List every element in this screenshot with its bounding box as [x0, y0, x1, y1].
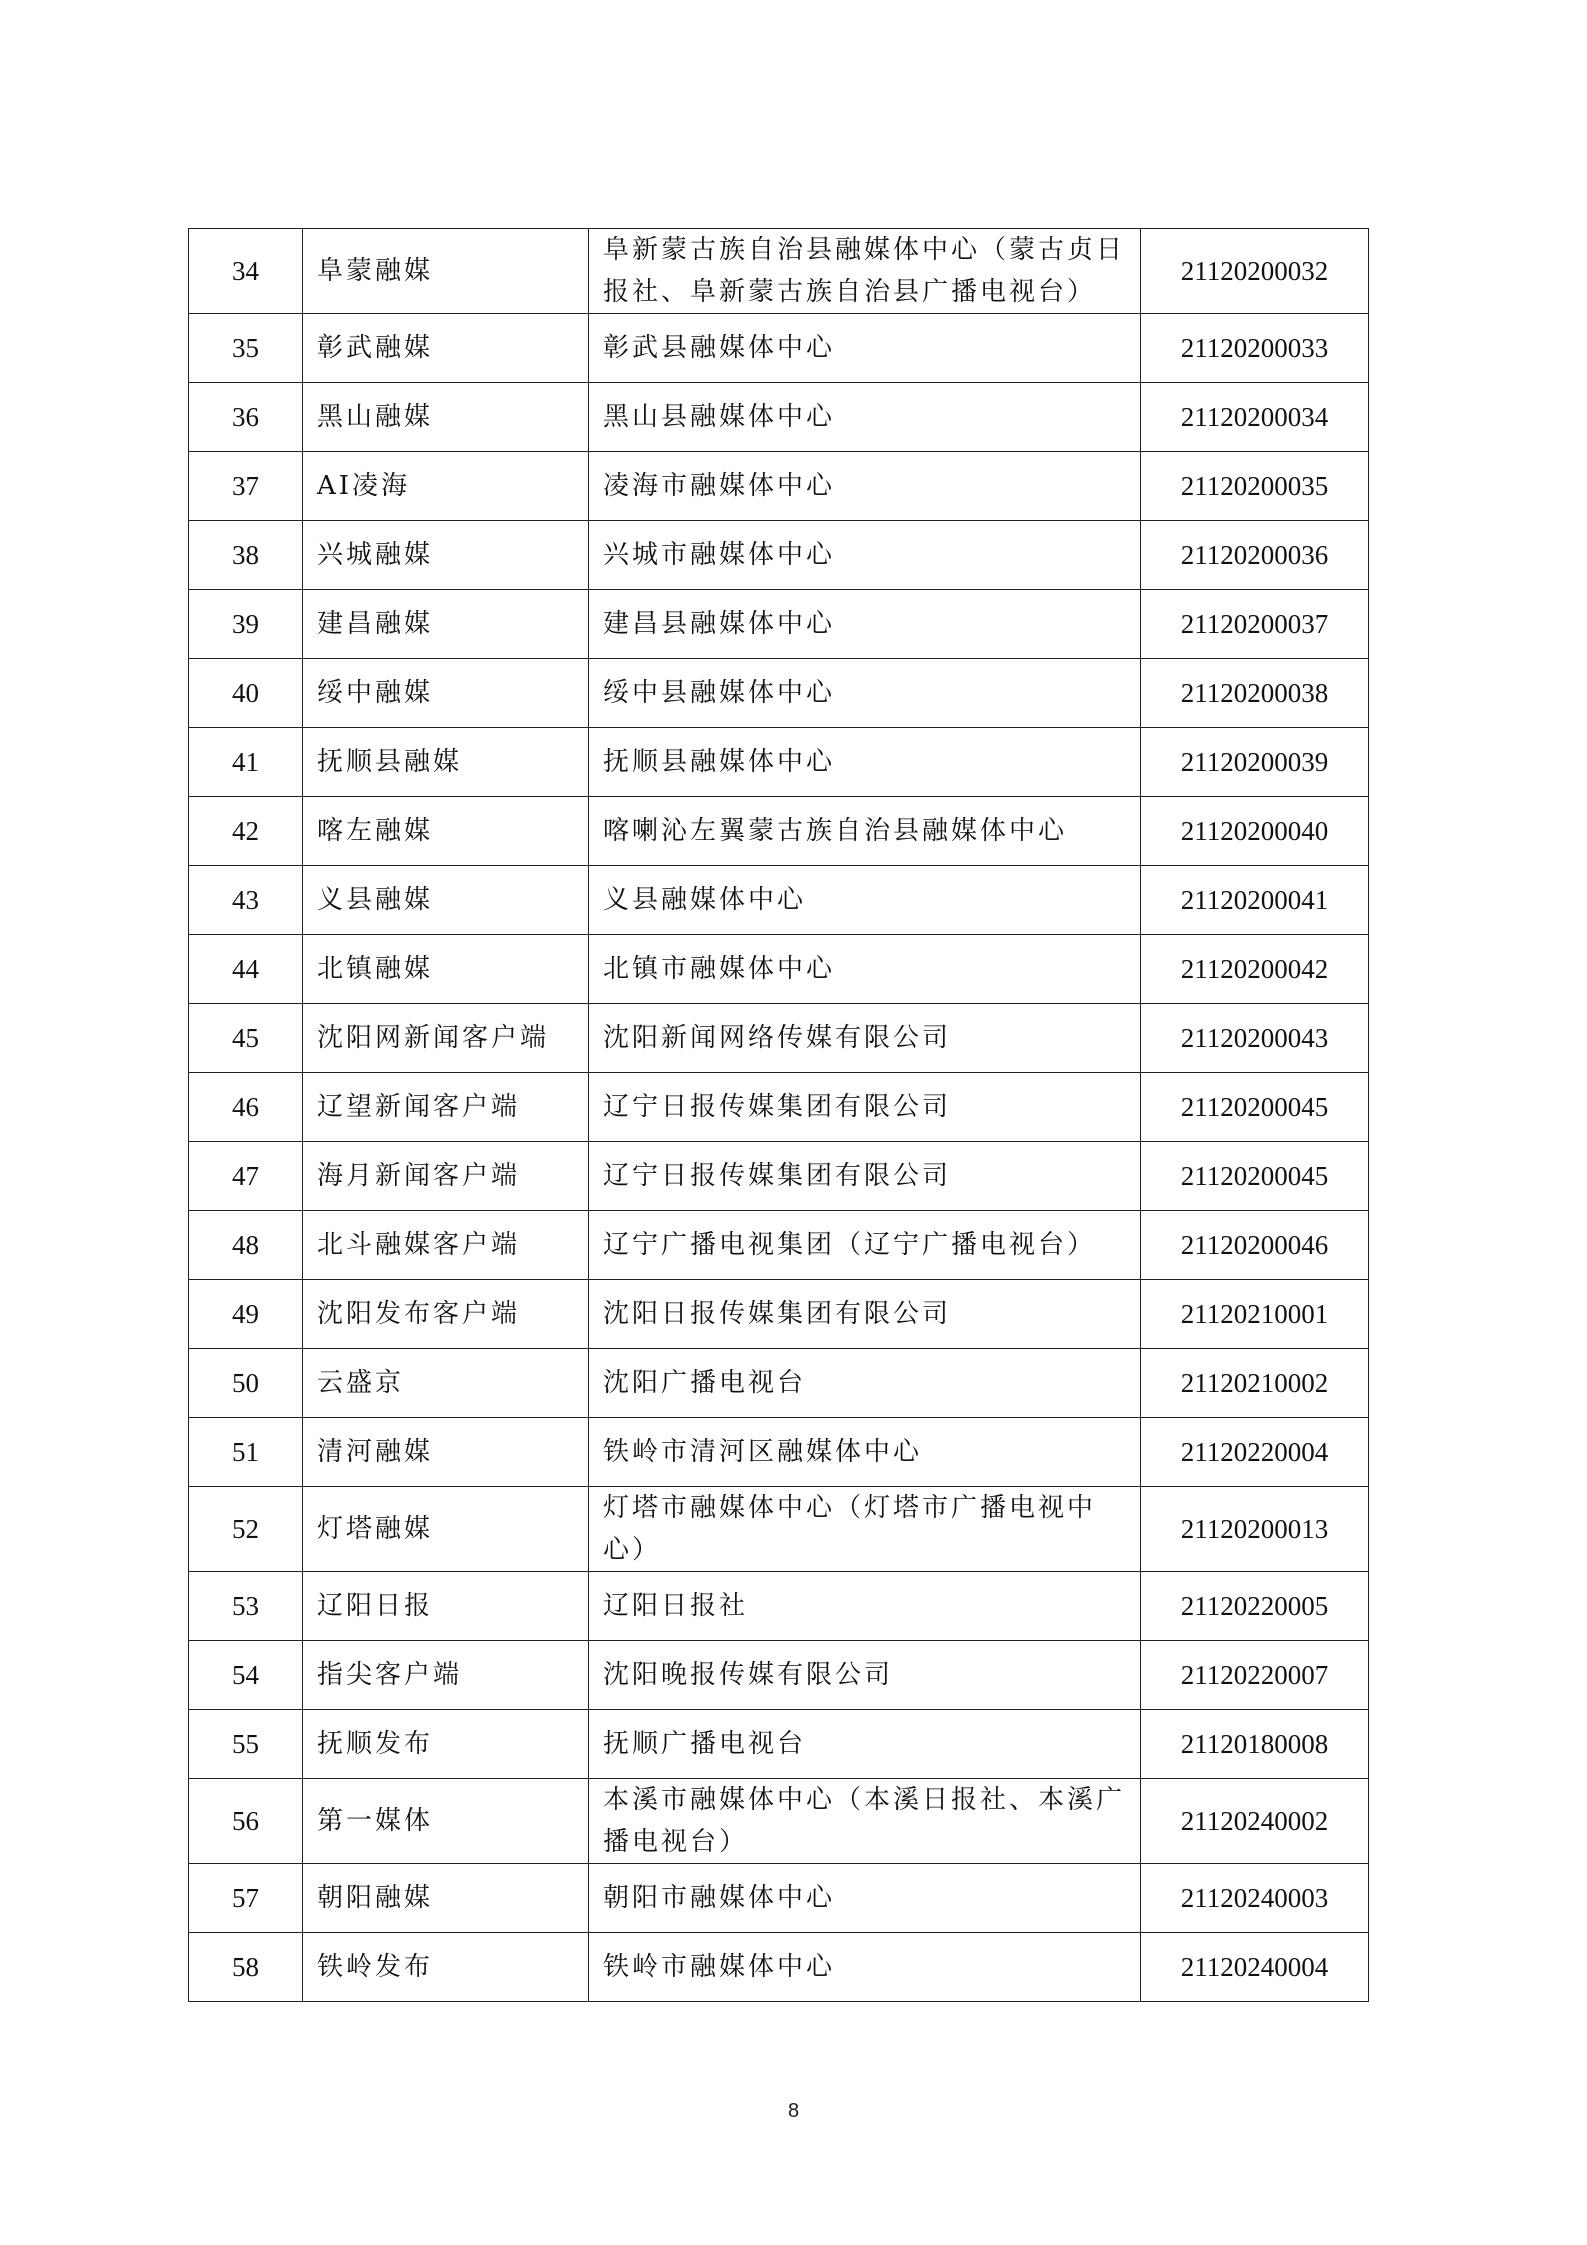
organization-name: 绥中县融媒体中心: [589, 659, 1141, 728]
client-name: 清河融媒: [303, 1418, 589, 1487]
row-number: 54: [189, 1641, 303, 1710]
row-number: 44: [189, 935, 303, 1004]
registration-code: 21120200033: [1141, 314, 1369, 383]
organization-name: 沈阳广播电视台: [589, 1349, 1141, 1418]
client-name: 北斗融媒客户端: [303, 1211, 589, 1280]
registration-code: 21120200045: [1141, 1142, 1369, 1211]
organization-name: 辽阳日报社: [589, 1572, 1141, 1641]
table-row: [189, 1349, 1369, 1418]
organization-name: 本溪市融媒体中心（本溪日报社、本溪广播电视台）: [589, 1779, 1141, 1864]
row-number: 38: [189, 521, 303, 590]
registration-code: 21120200038: [1141, 659, 1369, 728]
table-row: [189, 1211, 1369, 1280]
registration-code: 21120200034: [1141, 383, 1369, 452]
table-row: [189, 1142, 1369, 1211]
registration-code: 21120200043: [1141, 1004, 1369, 1073]
organization-name: 辽宁日报传媒集团有限公司: [589, 1142, 1141, 1211]
table-row: [189, 229, 1369, 314]
organization-name: 沈阳新闻网络传媒有限公司: [589, 1004, 1141, 1073]
organization-name: 辽宁广播电视集团（辽宁广播电视台）: [589, 1211, 1141, 1280]
organization-name: 黑山县融媒体中心: [589, 383, 1141, 452]
row-number: 43: [189, 866, 303, 935]
organization-name: 朝阳市融媒体中心: [589, 1864, 1141, 1933]
row-number: 50: [189, 1349, 303, 1418]
client-name: 阜蒙融媒: [303, 229, 589, 314]
client-name: 灯塔融媒: [303, 1487, 589, 1572]
table-row: [189, 935, 1369, 1004]
table-row: [189, 1933, 1369, 2002]
registration-code: 21120200013: [1141, 1487, 1369, 1572]
row-number: 46: [189, 1073, 303, 1142]
client-name: 第一媒体: [303, 1779, 589, 1864]
client-name: 海月新闻客户端: [303, 1142, 589, 1211]
registration-code: 21120200039: [1141, 728, 1369, 797]
registration-code: 21120200036: [1141, 521, 1369, 590]
registration-code: 21120220007: [1141, 1641, 1369, 1710]
row-number: 40: [189, 659, 303, 728]
table-row: [189, 1641, 1369, 1710]
registration-code: 21120200045: [1141, 1073, 1369, 1142]
organization-name: 抚顺县融媒体中心: [589, 728, 1141, 797]
registration-code: 21120200046: [1141, 1211, 1369, 1280]
row-number: 42: [189, 797, 303, 866]
table-row: [189, 1280, 1369, 1349]
row-number: 47: [189, 1142, 303, 1211]
client-name: 辽望新闻客户端: [303, 1073, 589, 1142]
client-name: 兴城融媒: [303, 521, 589, 590]
registration-code: 21120200032: [1141, 229, 1369, 314]
registration-code: 21120210001: [1141, 1280, 1369, 1349]
row-number: 45: [189, 1004, 303, 1073]
client-name: 沈阳网新闻客户端: [303, 1004, 589, 1073]
row-number: 39: [189, 590, 303, 659]
registration-code: 21120220004: [1141, 1418, 1369, 1487]
row-number: 48: [189, 1211, 303, 1280]
media-registry-table: [188, 228, 1369, 2002]
client-name: 沈阳发布客户端: [303, 1280, 589, 1349]
row-number: 36: [189, 383, 303, 452]
registration-code: 21120180008: [1141, 1710, 1369, 1779]
organization-name: 凌海市融媒体中心: [589, 452, 1141, 521]
table-row: [189, 659, 1369, 728]
table-row: [189, 521, 1369, 590]
organization-name: 沈阳日报传媒集团有限公司: [589, 1280, 1141, 1349]
table-body: [189, 229, 1369, 2002]
client-name: 北镇融媒: [303, 935, 589, 1004]
registration-code: 21120200042: [1141, 935, 1369, 1004]
registration-code: 21120200035: [1141, 452, 1369, 521]
registration-code: 21120200041: [1141, 866, 1369, 935]
client-name: 铁岭发布: [303, 1933, 589, 2002]
row-number: 53: [189, 1572, 303, 1641]
organization-name: 阜新蒙古族自治县融媒体中心（蒙古贞日报社、阜新蒙古族自治县广播电视台）: [589, 229, 1141, 314]
organization-name: 义县融媒体中心: [589, 866, 1141, 935]
table-row: [189, 314, 1369, 383]
client-name: 抚顺县融媒: [303, 728, 589, 797]
row-number: 41: [189, 728, 303, 797]
client-name: 黑山融媒: [303, 383, 589, 452]
organization-name: 辽宁日报传媒集团有限公司: [589, 1073, 1141, 1142]
row-number: 49: [189, 1280, 303, 1349]
client-name: AI凌海: [303, 452, 589, 521]
registration-code: 21120200040: [1141, 797, 1369, 866]
table-row: [189, 1710, 1369, 1779]
client-name: 辽阳日报: [303, 1572, 589, 1641]
organization-name: 北镇市融媒体中心: [589, 935, 1141, 1004]
table-row: [189, 452, 1369, 521]
registration-code: 21120220005: [1141, 1572, 1369, 1641]
client-name: 云盛京: [303, 1349, 589, 1418]
organization-name: 灯塔市融媒体中心（灯塔市广播电视中心）: [589, 1487, 1141, 1572]
table-row: [189, 1572, 1369, 1641]
registration-code: 21120200037: [1141, 590, 1369, 659]
organization-name: 兴城市融媒体中心: [589, 521, 1141, 590]
row-number: 55: [189, 1710, 303, 1779]
table-row: [189, 1864, 1369, 1933]
organization-name: 沈阳晚报传媒有限公司: [589, 1641, 1141, 1710]
row-number: 57: [189, 1864, 303, 1933]
client-name: 喀左融媒: [303, 797, 589, 866]
table-row: [189, 728, 1369, 797]
registration-code: 21120240002: [1141, 1779, 1369, 1864]
organization-name: 喀喇沁左翼蒙古族自治县融媒体中心: [589, 797, 1141, 866]
client-name: 义县融媒: [303, 866, 589, 935]
page-number: 8: [787, 2100, 800, 2122]
organization-name: 建昌县融媒体中心: [589, 590, 1141, 659]
table-row: [189, 590, 1369, 659]
table-row: [189, 866, 1369, 935]
client-name: 朝阳融媒: [303, 1864, 589, 1933]
row-number: 52: [189, 1487, 303, 1572]
table-row: [189, 1779, 1369, 1864]
client-name: 绥中融媒: [303, 659, 589, 728]
client-name: 彰武融媒: [303, 314, 589, 383]
row-number: 56: [189, 1779, 303, 1864]
row-number: 34: [189, 229, 303, 314]
client-name: 建昌融媒: [303, 590, 589, 659]
organization-name: 铁岭市融媒体中心: [589, 1933, 1141, 2002]
organization-name: 抚顺广播电视台: [589, 1710, 1141, 1779]
table-row: [189, 1004, 1369, 1073]
organization-name: 铁岭市清河区融媒体中心: [589, 1418, 1141, 1487]
table-row: [189, 383, 1369, 452]
row-number: 51: [189, 1418, 303, 1487]
client-name: 抚顺发布: [303, 1710, 589, 1779]
registration-code: 21120240004: [1141, 1933, 1369, 2002]
table-row: [189, 1487, 1369, 1572]
table-row: [189, 797, 1369, 866]
table-row: [189, 1418, 1369, 1487]
row-number: 58: [189, 1933, 303, 2002]
row-number: 35: [189, 314, 303, 383]
table-row: [189, 1073, 1369, 1142]
organization-name: 彰武县融媒体中心: [589, 314, 1141, 383]
row-number: 37: [189, 452, 303, 521]
registration-code: 21120240003: [1141, 1864, 1369, 1933]
registration-code: 21120210002: [1141, 1349, 1369, 1418]
client-name: 指尖客户端: [303, 1641, 589, 1710]
